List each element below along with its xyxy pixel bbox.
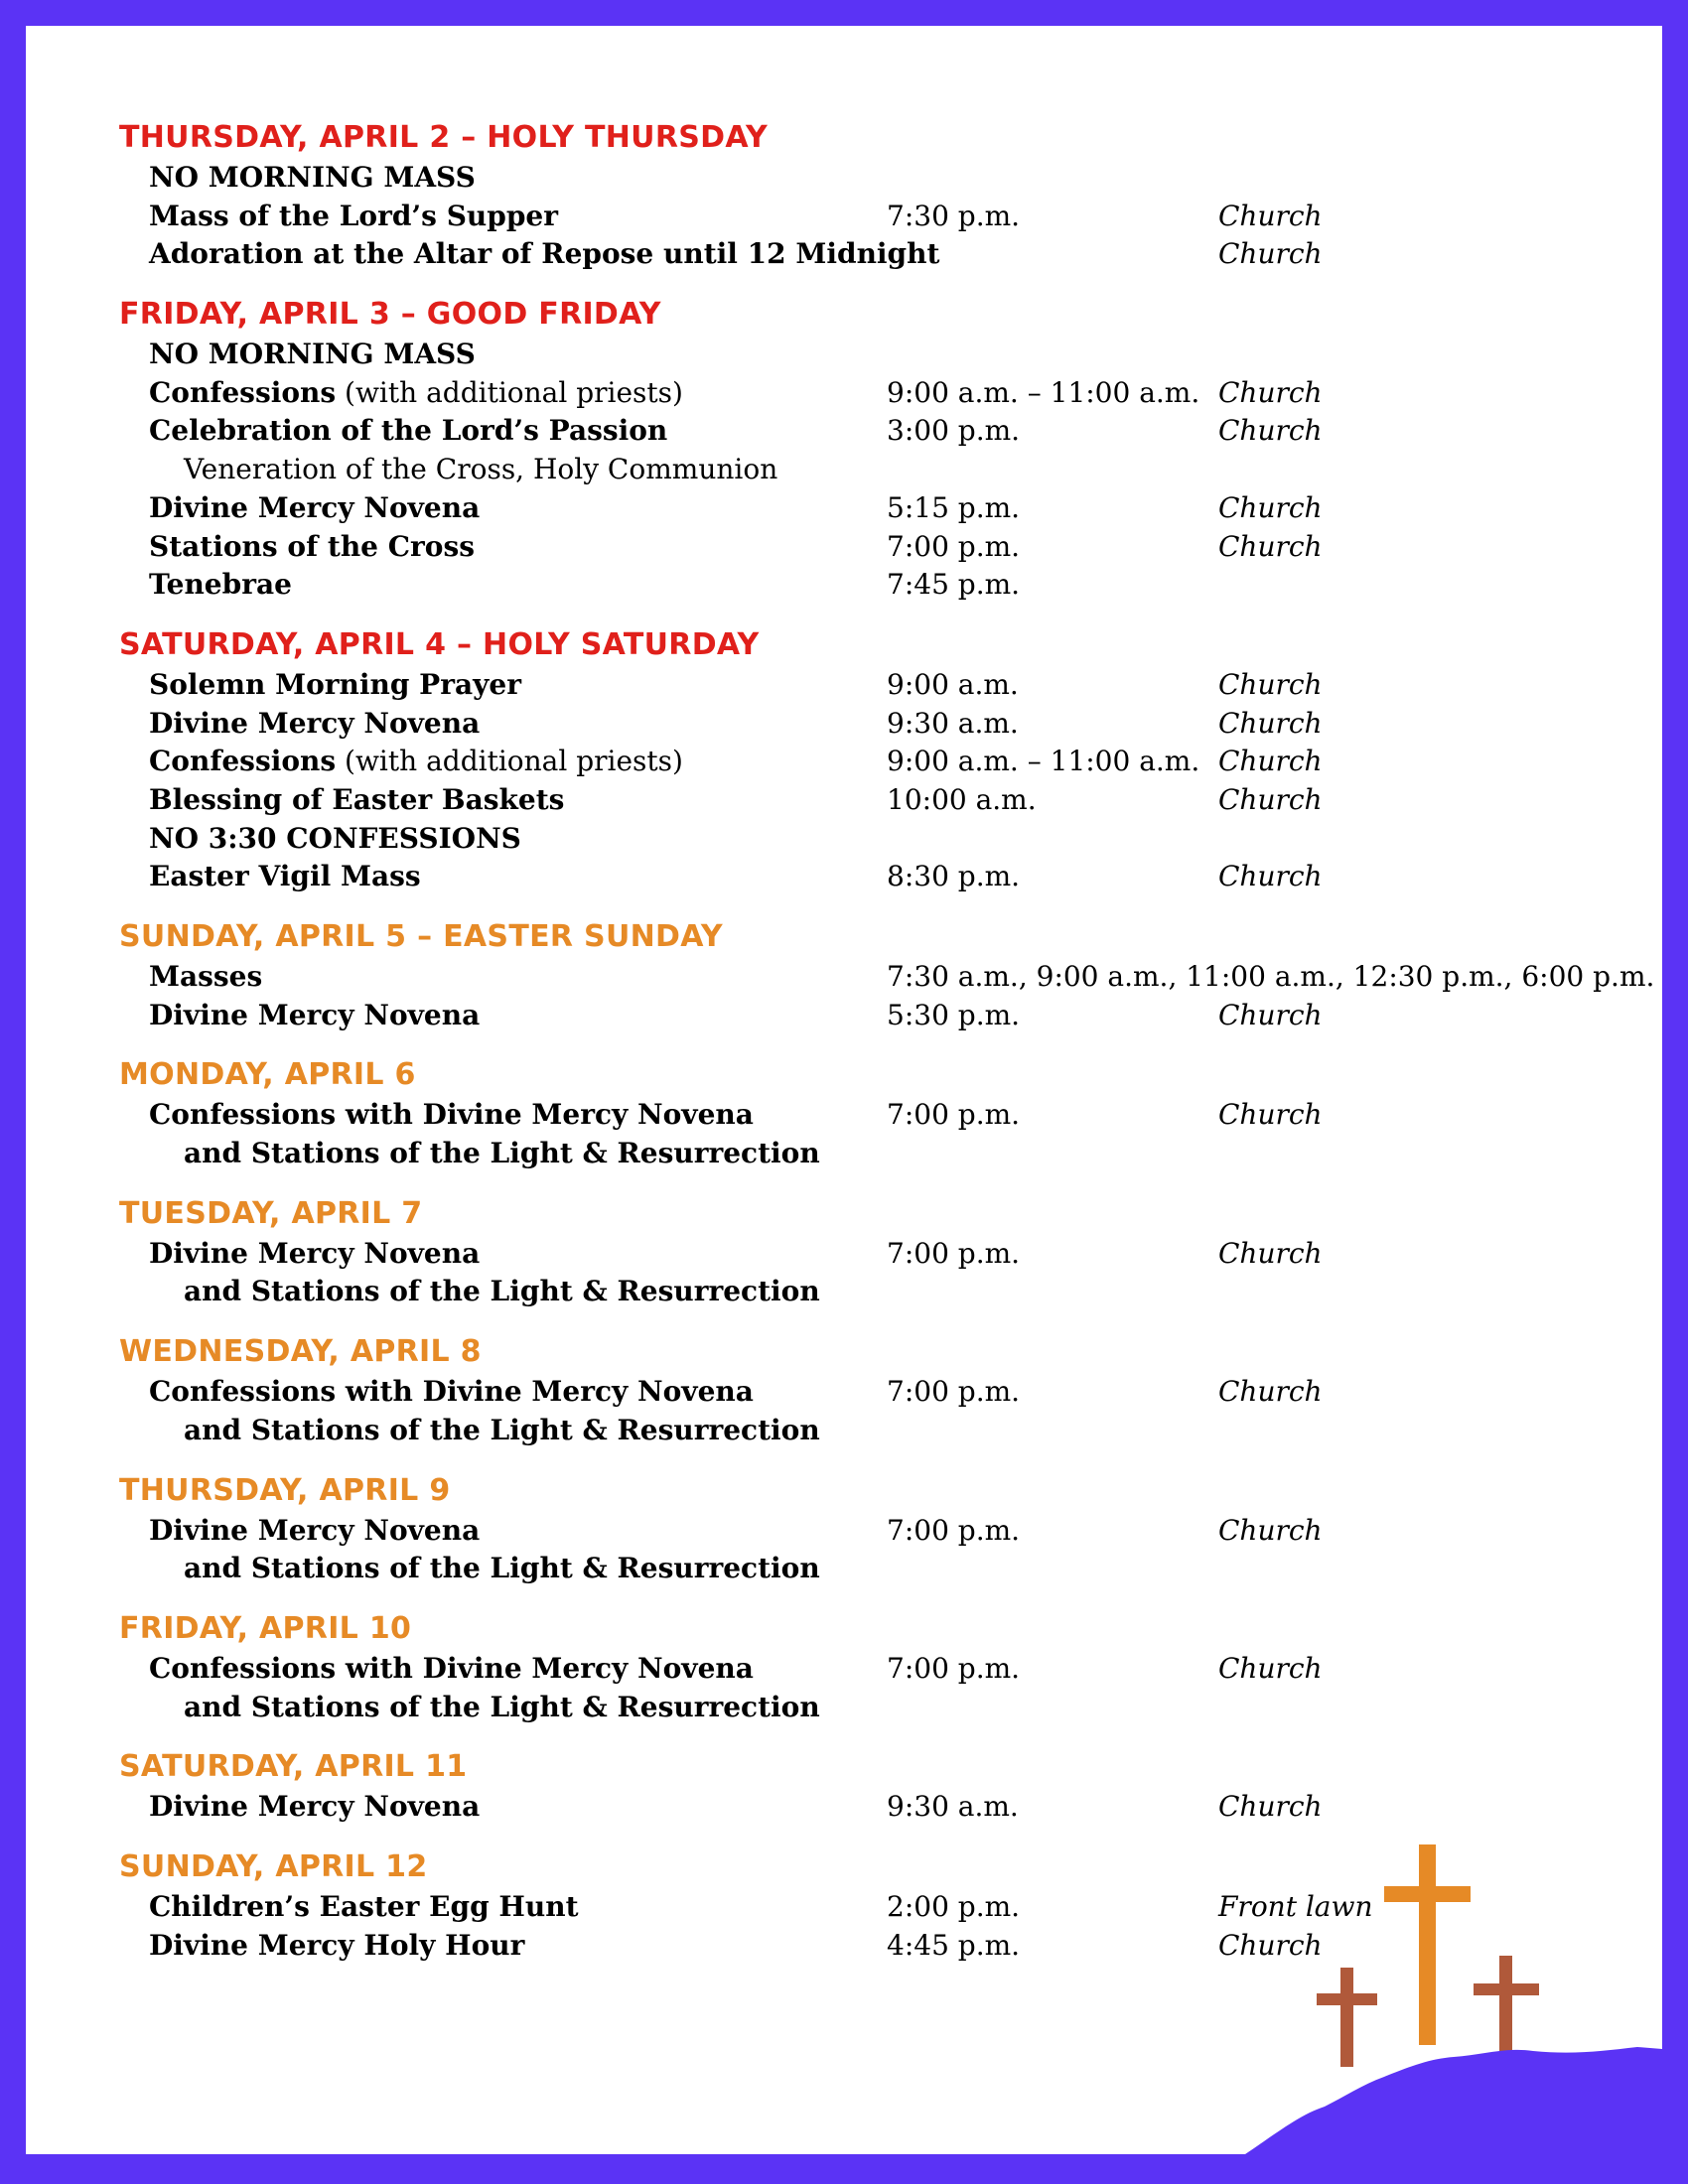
event-title: Confessions [149, 745, 337, 778]
event-name [184, 1273, 820, 1311]
schedule-row [119, 451, 1589, 489]
event-time: 7:00 p.m. [887, 1375, 1021, 1409]
day-heading: SATURDAY, APRIL 4 – HOLY SATURDAY [119, 626, 760, 662]
event-title: NO MORNING MASS [149, 161, 476, 194]
event-name [149, 159, 476, 198]
event-name [149, 997, 480, 1035]
event-name [149, 528, 475, 567]
event-title: Blessing of Easter Baskets [149, 782, 565, 816]
schedule-row [119, 858, 1589, 896]
day-section-friday-april-10 [119, 1608, 1589, 1726]
event-title: and Stations of the Light & Resurrection [184, 1137, 820, 1170]
event-location: Church [1218, 998, 1323, 1031]
event-location: Church [1218, 237, 1323, 271]
event-time: 9:00 a.m. [887, 667, 1019, 701]
schedule-row [119, 1512, 1589, 1551]
day-heading: TUESDAY, APRIL 7 [119, 1195, 423, 1231]
event-time: 9:30 a.m. [887, 706, 1019, 740]
day-heading: FRIDAY, APRIL 10 [119, 1610, 412, 1646]
event-note: (with additional priests) [336, 375, 683, 409]
event-name [149, 374, 683, 413]
event-title: Divine Mercy Novena [149, 1236, 481, 1270]
schedule-row [119, 1550, 1589, 1588]
schedule-row [119, 1650, 1589, 1689]
event-name [149, 412, 667, 451]
schedule-row [119, 489, 1589, 528]
event-time: 7:00 p.m. [887, 1236, 1021, 1270]
day-heading: MONDAY, APRIL 6 [119, 1057, 416, 1093]
schedule-row [119, 958, 1655, 997]
event-title: NO MORNING MASS [149, 338, 476, 371]
event-title: Confessions with Divine Mercy Novena [149, 1651, 754, 1685]
event-name [184, 1135, 820, 1173]
left-cross-horizontal [1317, 1993, 1377, 2005]
event-time: 5:15 p.m. [887, 490, 1021, 524]
event-name [149, 1888, 579, 1927]
event-time: 7:00 p.m. [887, 1098, 1021, 1132]
three-crosses-on-hill-icon [1245, 1817, 1662, 2154]
event-note: (with additional priests) [336, 745, 683, 778]
holy-week-schedule [119, 117, 1655, 1984]
event-time: 7:00 p.m. [887, 1513, 1021, 1547]
event-name [149, 858, 421, 896]
day-heading: SUNDAY, APRIL 12 [119, 1848, 428, 1884]
schedule-row [119, 1096, 1589, 1135]
event-title: Masses [149, 960, 263, 993]
schedule-row [119, 412, 1589, 451]
event-location: Church [1218, 375, 1323, 409]
event-name [149, 1096, 754, 1135]
day-heading: THURSDAY, APRIL 9 [119, 1472, 451, 1508]
event-title: Divine Mercy Novena [149, 706, 481, 740]
event-location: Church [1218, 1928, 1323, 1962]
schedule-row [119, 1273, 1589, 1311]
event-name [149, 198, 558, 236]
schedule-row [119, 198, 1589, 236]
event-time: 2:00 p.m. [887, 1889, 1021, 1923]
event-location: Church [1218, 414, 1323, 448]
event-name [149, 489, 480, 528]
event-title: and Stations of the Light & Resurrection [184, 1275, 820, 1308]
schedule-row [119, 528, 1589, 567]
event-title: Mass of the Lord’s Supper [149, 199, 558, 232]
event-name [149, 743, 683, 781]
event-location: Church [1218, 1375, 1323, 1409]
event-name [149, 1235, 480, 1274]
day-section-saturday-april-4-holy-saturday [119, 624, 1589, 896]
event-location: Church [1218, 667, 1323, 701]
event-title: Divine Mercy Novena [149, 490, 481, 524]
event-location: Church [1218, 490, 1323, 524]
event-name [149, 820, 521, 859]
event-location: Church [1218, 745, 1323, 778]
schedule-row [119, 1373, 1589, 1412]
event-note: Veneration of the Cross, Holy Communion [184, 453, 778, 486]
day-section-thursday-april-2-holy-thursday [119, 117, 1589, 274]
event-location: Church [1218, 860, 1323, 893]
event-name [149, 666, 521, 705]
right-cross-vertical [1499, 1956, 1512, 2063]
event-title: Divine Mercy Novena [149, 1790, 481, 1824]
schedule-row [119, 705, 1589, 744]
day-heading: THURSDAY, APRIL 2 – HOLY THURSDAY [119, 120, 769, 155]
day-section-friday-april-3-good-friday [119, 294, 1589, 605]
day-heading: SUNDAY, APRIL 5 – EASTER SUNDAY [119, 919, 723, 954]
schedule-row [119, 666, 1589, 705]
day-heading: WEDNESDAY, APRIL 8 [119, 1334, 482, 1370]
event-location: Church [1218, 782, 1323, 816]
day-section-sunday-april-5-easter-sunday [119, 916, 1655, 1034]
schedule-row [119, 1235, 1589, 1274]
event-title: Confessions [149, 375, 337, 409]
event-location: Church [1218, 1651, 1323, 1685]
hill [1245, 2047, 1662, 2154]
event-name [149, 566, 292, 605]
event-name [149, 1512, 480, 1551]
event-name [149, 705, 480, 744]
event-title: and Stations of the Light & Resurrection [184, 1413, 820, 1446]
event-time: 7:30 p.m. [887, 199, 1021, 232]
event-title: and Stations of the Light & Resurrection [184, 1552, 820, 1585]
event-time: 7:00 p.m. [887, 1651, 1021, 1685]
event-location: Church [1218, 1236, 1323, 1270]
event-name [149, 1788, 480, 1827]
event-time: 7:00 p.m. [887, 529, 1021, 563]
event-title: Easter Vigil Mass [149, 860, 421, 893]
event-time: 9:00 a.m. – 11:00 a.m. [887, 375, 1200, 409]
day-heading: SATURDAY, APRIL 11 [119, 1749, 468, 1785]
event-title: Confessions with Divine Mercy Novena [149, 1375, 754, 1409]
event-title: Divine Mercy Novena [149, 1513, 481, 1547]
event-name [149, 235, 939, 274]
event-name [184, 1550, 820, 1588]
event-time: 10:00 a.m. [887, 782, 1037, 816]
event-name [149, 336, 476, 374]
day-heading: FRIDAY, APRIL 3 – GOOD FRIDAY [119, 297, 661, 333]
event-time: 5:30 p.m. [887, 998, 1021, 1031]
event-title: Children’s Easter Egg Hunt [149, 1889, 579, 1923]
right-cross-horizontal [1474, 1983, 1539, 1995]
left-cross-vertical [1340, 1968, 1353, 2067]
event-title: Solemn Morning Prayer [149, 667, 521, 701]
schedule-row [119, 1689, 1589, 1727]
event-name [149, 1373, 754, 1412]
day-section-wednesday-april-8 [119, 1331, 1589, 1449]
event-title: Adoration at the Altar of Repose until 12 Midnight [149, 237, 940, 271]
event-time: 7:30 a.m., 9:00 a.m., 11:00 a.m., 12:30 p.m., 6:00 p.m. [887, 960, 1655, 993]
event-name [149, 1927, 524, 1966]
event-time: 4:45 p.m. [887, 1928, 1021, 1962]
center-cross-horizontal [1384, 1886, 1471, 1902]
event-time: 9:30 a.m. [887, 1790, 1019, 1824]
event-title: Tenebrae [149, 568, 292, 602]
schedule-row [119, 781, 1589, 820]
event-name [149, 958, 262, 997]
schedule-row [119, 820, 1589, 859]
event-location: Church [1218, 199, 1323, 232]
schedule-row [119, 1412, 1589, 1450]
schedule-row [119, 235, 1589, 274]
schedule-row [119, 159, 1589, 198]
event-location: Church [1218, 1513, 1323, 1547]
event-name [184, 451, 777, 489]
schedule-row [119, 336, 1589, 374]
schedule-row [119, 997, 1589, 1035]
schedule-row [119, 1135, 1589, 1173]
day-section-saturday-april-11 [119, 1746, 1589, 1827]
day-section-monday-april-6 [119, 1054, 1589, 1172]
event-title: Divine Mercy Holy Hour [149, 1928, 525, 1962]
event-location: Church [1218, 1790, 1323, 1824]
event-name [184, 1689, 820, 1727]
event-location: Church [1218, 706, 1323, 740]
event-title: Confessions with Divine Mercy Novena [149, 1098, 754, 1132]
schedule-row [119, 566, 1589, 605]
event-title: Stations of the Cross [149, 529, 475, 563]
event-location: Church [1218, 1098, 1323, 1132]
event-title: NO 3:30 CONFESSIONS [149, 821, 521, 855]
event-time: 8:30 p.m. [887, 860, 1021, 893]
event-name [149, 1650, 754, 1689]
event-location: Church [1218, 529, 1323, 563]
event-time: 3:00 p.m. [887, 414, 1021, 448]
event-title: and Stations of the Light & Resurrection [184, 1690, 820, 1723]
center-cross-vertical [1419, 1844, 1436, 2045]
event-time: 9:00 a.m. – 11:00 a.m. [887, 745, 1200, 778]
event-title: Celebration of the Lord’s Passion [149, 414, 668, 448]
event-name [149, 781, 564, 820]
day-section-thursday-april-9 [119, 1470, 1589, 1588]
event-time: 7:45 p.m. [887, 568, 1021, 602]
schedule-row [119, 743, 1589, 781]
event-title: Divine Mercy Novena [149, 998, 481, 1031]
schedule-row [119, 374, 1589, 413]
event-location: Front lawn [1218, 1889, 1373, 1923]
event-name [184, 1412, 820, 1450]
day-section-tuesday-april-7 [119, 1193, 1589, 1311]
